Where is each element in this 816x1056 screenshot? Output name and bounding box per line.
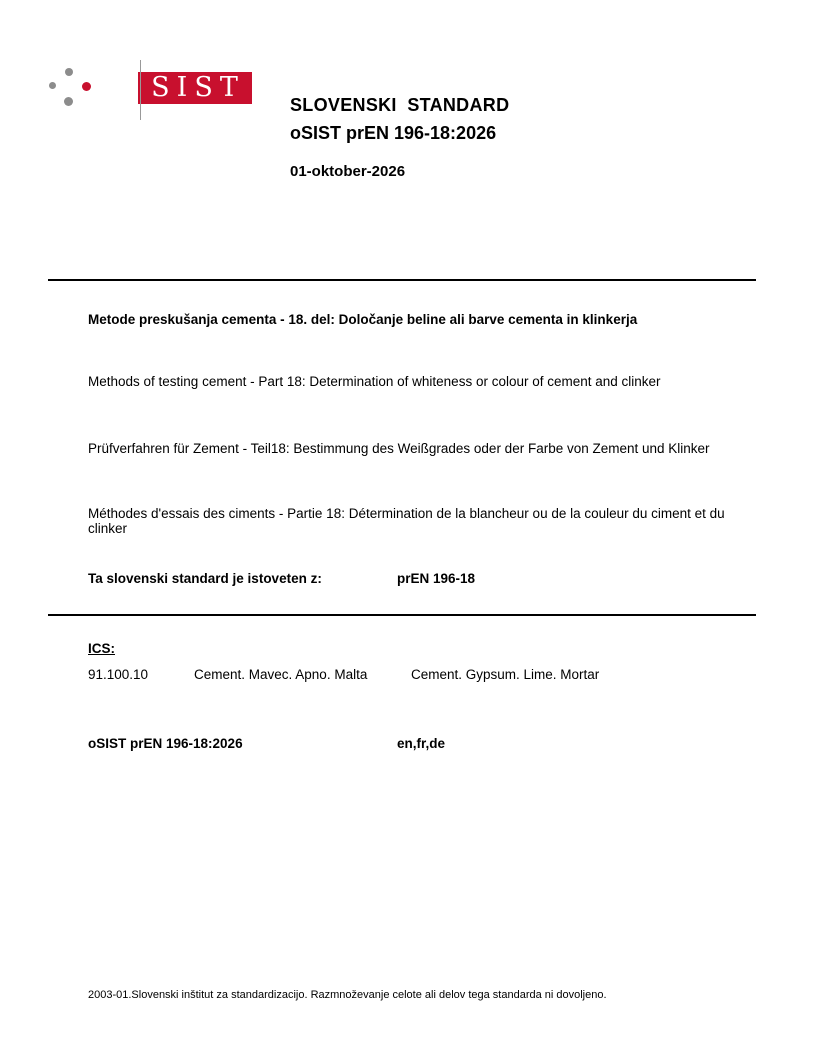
logo-divider: [140, 60, 141, 120]
footer-languages: en,fr,de: [397, 736, 446, 751]
identical-value: prEN 196-18: [397, 571, 476, 586]
footer-standard-code: oSIST prEN 196-18:2026: [88, 736, 243, 751]
middle-rule: [48, 614, 756, 616]
logo-dot-bottom: [64, 97, 73, 106]
copyright-notice: 2003-01.Slovenski inštitut za standardizacijo. Razmnoževanje celote ali delov tega standarda ni dovoljeno.: [88, 989, 607, 1001]
logo-dot-left: [49, 82, 56, 89]
title-french: Méthodes d'essais des ciments - Partie 18: Détermination de la blancheur ou de la couleur du ciment et du clinker: [88, 506, 725, 536]
logo-dot-right: [82, 82, 91, 91]
ics-description-sl: Cement. Mavec. Apno. Malta: [194, 667, 368, 682]
title-german: Prüfverfahren für Zement - Teil18: Bestimmung des Weißgrades oder der Farbe von Zement und Klinker: [88, 441, 710, 456]
publication-date: 01-oktober-2026: [290, 163, 406, 180]
sist-logo: [48, 58, 245, 118]
document-type: SLOVENSKI STANDARD: [290, 95, 510, 115]
ics-heading: ICS:: [88, 641, 115, 656]
ics-code: 91.100.10: [88, 667, 149, 682]
standard-code: oSIST prEN 196-18:2026: [290, 123, 497, 143]
logo-dot-top: [65, 68, 73, 76]
identical-label: Ta slovenski standard je istoveten z:: [88, 571, 322, 586]
logo-text: SIST: [151, 72, 245, 103]
logo-red-box: [138, 72, 252, 104]
title-slovenian: Metode preskušanja cementa - 18. del: Določanje beline ali barve cementa in klinkerja: [88, 312, 638, 327]
top-rule: [48, 279, 756, 281]
title-english: Methods of testing cement - Part 18: Determination of whiteness or colour of cement and clinker: [88, 374, 661, 389]
ics-description-en: Cement. Gypsum. Lime. Mortar: [411, 667, 600, 682]
